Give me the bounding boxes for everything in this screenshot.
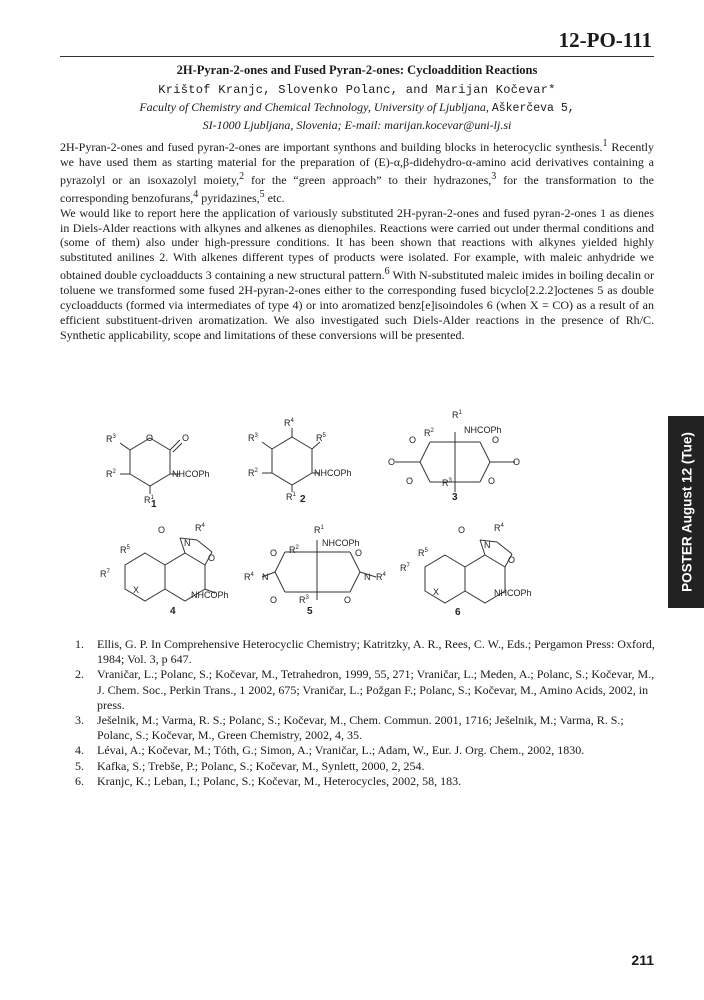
s5-o-2: O xyxy=(355,548,363,558)
s3-r2: $R^2$ xyxy=(424,428,434,438)
p1-sentence-5: pyridazines, xyxy=(198,190,260,205)
structure-5 xyxy=(244,525,387,617)
paper-title: 2H-Pyran-2-ones and Fused Pyran-2-ones: Cycloaddition Reactions xyxy=(176,63,538,77)
cite-2: 2 xyxy=(239,170,245,182)
s2-r5: $R^5$ xyxy=(316,433,326,443)
s3-o-6: O xyxy=(488,476,496,486)
compound-6-label: 6 xyxy=(455,607,461,618)
p1-sentence-2: Recently we have used them as starting material for the preparation of (E)-α,β-didehydro-α-amino acid derivatives containing a pyrazolyl or an isoxazolyl moiety, xyxy=(60,140,654,187)
s2-r1: $R^1$ xyxy=(286,492,296,502)
s5-n-right: N xyxy=(364,572,371,582)
affiliation-line2: SI-1000 Ljubljana, Slovenia; E-mail: marijan.kocevar@uni-lj.si xyxy=(202,118,512,132)
reference-item: 5. Kafka, S.; Trebše, P.; Polanc, S.; Kočevar, M., Synlett, 2000, 2, 254. xyxy=(75,758,425,773)
p2-sentence-2: With N-substituted maleic imides in boiling decalin or toluene we transformed some fused 2H-pyran-2-ones either to the corresponding fused bicyclo[2.2.2]octenes 5 as double cycloadducts (formed via intermediates of type 4) or into aromatized benz[e]isoindoles 6 (when X = CO) as a result of an efficient substituent-driven aromatization. We also investigated such Diels-Alder reactions in the presence of Rh/C. Synthetic applicability, scope and limitations of these conversions will be presented. xyxy=(60,268,654,342)
structure-2 xyxy=(248,418,352,505)
structure-6 xyxy=(400,523,532,618)
s6-x: X xyxy=(433,587,440,597)
side-tab-label: POSTER August 12 (Tue) xyxy=(679,432,695,592)
s4-r7: $R^7$ xyxy=(100,569,110,579)
s1-r1: $R^1$ xyxy=(144,495,154,505)
s4-r5: $R^5$ xyxy=(120,545,130,555)
compound-4-label: 4 xyxy=(170,606,176,617)
s5-r2: $R^2$ xyxy=(289,545,299,555)
cite-3: 3 xyxy=(491,170,497,182)
s3-nhcoph: NHCOPh xyxy=(464,425,502,435)
structure-3 xyxy=(388,410,520,503)
reference-item: 2. Vraničar, L.; Polanc, S.; Kočevar, M., Tetrahedron, 1999, 55, 271; Vraničar, L.; Meden, A.; Polanc, S.; Kočevar, M., J. Chem. Soc., Perkin Trans., 1 2002, 675; Vraničar, L.; Požgan F.; Polanc, S.; Kočevar, M., Amino Acids, 2002, in press. xyxy=(75,667,655,712)
p1-sentence-3: for the “green approach” to their hydrazones, xyxy=(244,172,492,187)
s6-r5: $R^5$ xyxy=(418,548,428,558)
p2-sentence-1: We would like to report here the application of variously substituted 2H-pyran-2-ones and fused pyran-2-ones 1 as dienes in Diels-Alder reactions with alkynes and alkenes as dienophiles. Reactions were carried out under thermal conditions and (some of them) also under high-pressure conditions. It has been shown that reactions with alkynes yielded highly substituted anilines 2. With alkenes different types of products were isolated. For example, with maleic anhydride we obtained double cycloadducts 3 containing a new structural pattern. xyxy=(60,205,654,283)
s3-o-5: O xyxy=(406,476,414,486)
s3-o-3: O xyxy=(388,457,396,467)
reference-item: 1. Ellis, G. P. In Comprehensive Heterocyclic Chemistry; Katritzky, A. R., Rees, C. W., Eds.; Pergamon Press: Oxford, 1984; Vol. 3, p 647. xyxy=(75,637,655,667)
s5-o-3: O xyxy=(270,595,278,605)
s2-nhcoph: NHCOPh xyxy=(314,468,352,478)
s5-o-4: O xyxy=(344,595,352,605)
s5-r4-right: $R^4$ xyxy=(376,572,386,582)
s3-o-4: O xyxy=(513,457,521,467)
s6-r7: $R^7$ xyxy=(400,563,410,573)
s6-o-2: O xyxy=(508,555,516,565)
s6-r4: $R^4$ xyxy=(494,523,504,533)
cite-4: 4 xyxy=(193,188,199,200)
cite-5: 5 xyxy=(259,188,265,200)
s2-r4: $R^4$ xyxy=(284,418,294,428)
reference-list xyxy=(75,637,655,789)
s4-r4: $R^4$ xyxy=(195,523,205,533)
s3-o-1: O xyxy=(409,435,417,445)
reference-item: 3. Ješelnik, M.; Varma, R. S.; Polanc, S.; Kočevar, M., Chem. Commun. 2001, 1716; Ješelnik, M.; Varma, R. S.; Polanc, S.; Kočevar, M., Green Chemistry, 2002, 4, 35. xyxy=(75,713,624,743)
authors: Krištof Kranjc, Slovenko Polanc, and Marijan Kočevar* xyxy=(158,83,556,97)
cite-1: 1 xyxy=(602,138,608,149)
s5-r4-left: $R^4$ xyxy=(244,572,254,582)
structure-4 xyxy=(100,523,229,617)
compound-5-label: 5 xyxy=(307,606,313,617)
compound-1-label: 1 xyxy=(151,499,157,510)
cite-6: 6 xyxy=(384,266,390,278)
s3-r3: $R^3$ xyxy=(442,478,452,488)
reference-item: 6. Kranjc, K.; Leban, I.; Polanc, S.; Kočevar, M., Heterocycles, 2002, 58, 183. xyxy=(75,773,462,788)
compound-3-label: 3 xyxy=(452,492,458,503)
s6-n: N xyxy=(484,540,491,550)
s5-r1: $R^1$ xyxy=(314,525,324,535)
s6-o-1: O xyxy=(458,525,466,535)
affiliation-line1: Faculty of Chemistry and Chemical Technology, University of Ljubljana, xyxy=(139,100,489,114)
page-number: 211 xyxy=(631,952,654,968)
s2-r3: $R^3$ xyxy=(248,433,258,443)
s5-r3: $R^3$ xyxy=(299,595,309,605)
abstract-code: 12-PO-111 xyxy=(558,28,652,52)
s1-nhcoph: NHCOPh xyxy=(172,469,210,479)
s1-r3: $R^3$ xyxy=(106,434,116,444)
s4-o-1: O xyxy=(158,525,166,535)
compound-2-label: 2 xyxy=(300,494,306,505)
s3-o-2: O xyxy=(492,435,500,445)
s4-n: N xyxy=(184,538,191,548)
affiliation-street: Aškerčeva 5, xyxy=(491,102,575,115)
s6-nhcoph: NHCOPh xyxy=(494,588,532,598)
s5-nhcoph: NHCOPh xyxy=(322,538,360,548)
s4-o-2: O xyxy=(208,553,216,563)
p1-sentence-6: etc. xyxy=(264,190,285,205)
reference-item: 4. Lévai, A.; Kočevar, M.; Tóth, G.; Simon, A.; Vraničar, L.; Adam, W., Eur. J. Org. Chem., 2002, 1830. xyxy=(75,743,585,758)
p1-sentence-1: 2H-Pyran-2-ones and fused pyran-2-ones are important synthons and building blocks in heterocyclic synthesis. xyxy=(60,140,603,154)
s1-ring-o: O xyxy=(146,433,154,443)
s4-x: X xyxy=(133,585,140,595)
s5-n-left: N xyxy=(262,572,269,582)
s4-nhcoph: NHCOPh xyxy=(191,590,229,600)
s2-r2: $R^2$ xyxy=(248,468,258,478)
structure-1 xyxy=(106,433,210,510)
s1-r2: $R^2$ xyxy=(106,469,116,479)
p1-sentence-4: for the transformation to the corresponding benzofurans, xyxy=(60,172,655,205)
s5-o-1: O xyxy=(270,548,278,558)
s3-r1: $R^1$ xyxy=(452,410,462,420)
s1-carbonyl-o: O xyxy=(182,433,190,443)
